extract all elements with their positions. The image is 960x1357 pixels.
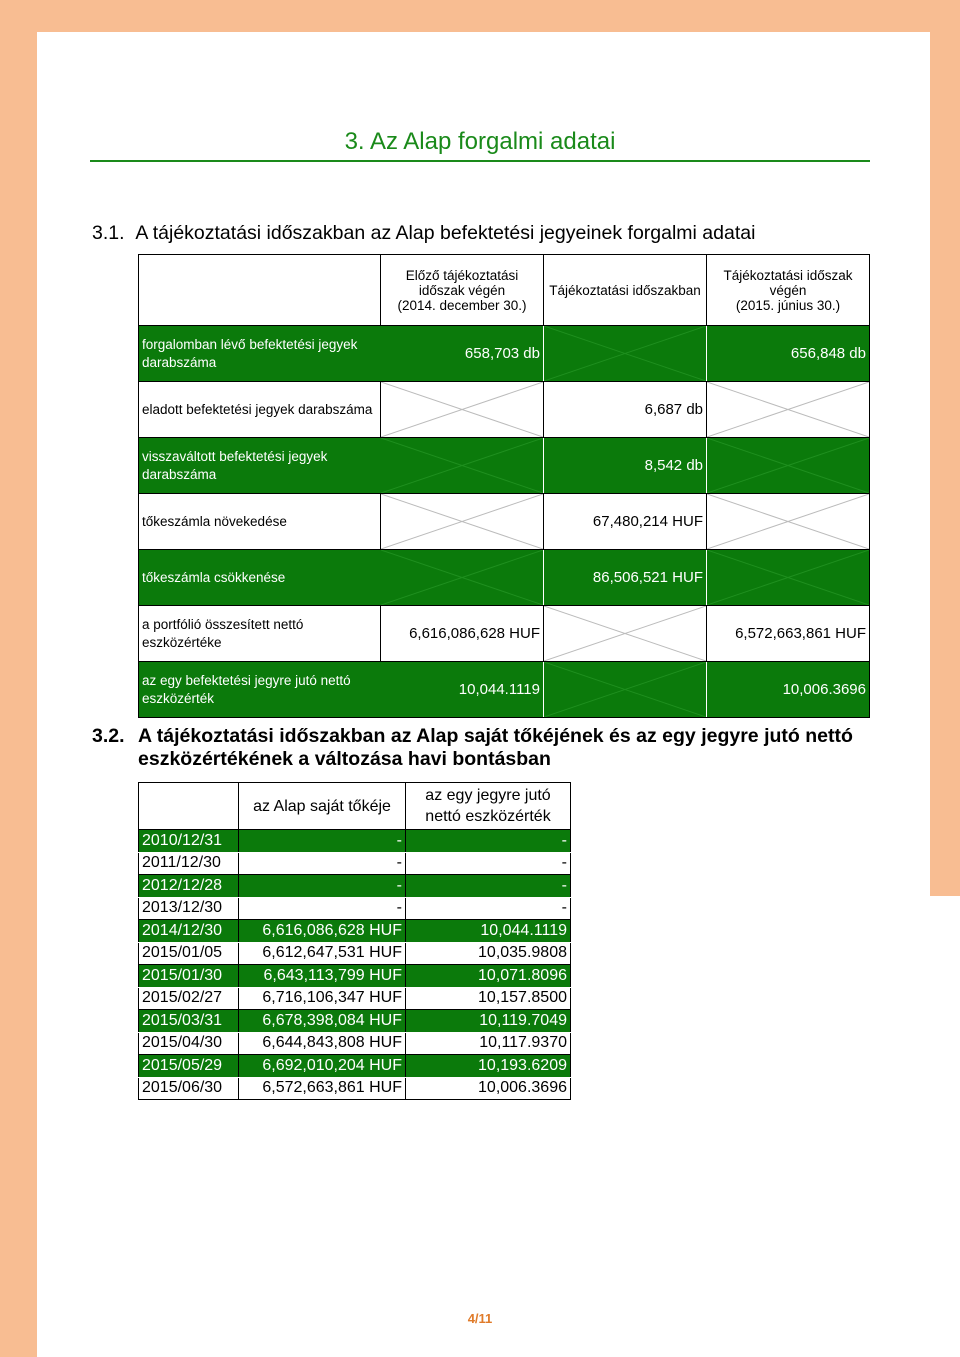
- page-number: 4/11: [467, 1311, 493, 1326]
- row-value-end: 656,848 db: [790, 345, 866, 362]
- row-value-end: 6,572,663,861 HUF: [735, 625, 866, 642]
- table-row: [139, 549, 869, 605]
- row-capital: 6,616,086,628 HUF: [239, 920, 406, 943]
- row-label: visszaváltott befektetési jegyek darabszáma: [142, 448, 328, 482]
- table-row: [139, 1010, 571, 1033]
- page-border-strip: [930, 32, 960, 896]
- header-previous-line3: (2014. december 30.): [397, 297, 527, 313]
- row-nav: 10,044.1119: [406, 920, 571, 943]
- table-row: [139, 437, 869, 493]
- monthly-capital-table: [138, 782, 571, 1100]
- row-nav: -: [406, 830, 571, 853]
- row-date: 2015/03/31: [139, 1010, 239, 1033]
- header-previous-line1: Előző tájékoztatási: [405, 267, 519, 283]
- row-value-previous: 658,703 db: [381, 326, 544, 381]
- row-nav: 10,071.8096: [406, 965, 571, 988]
- row-capital: -: [239, 830, 406, 853]
- header-nav-line2: nettó eszközérték: [425, 808, 551, 825]
- row-date: 2015/05/29: [139, 1055, 239, 1078]
- crossed-out-cell: [707, 438, 869, 493]
- row-capital: 6,572,663,861 HUF: [239, 1077, 406, 1100]
- row-date: 2012/12/28: [139, 875, 239, 898]
- row-label: forgalomban lévő befektetési jegyek darabszáma: [142, 336, 358, 370]
- subsection-2-title-line1: A tájékoztatási időszakban az Alap saját tőkéjének és az egy jegyre jutó nettó: [138, 725, 853, 747]
- row-nav: 10,119.7049: [406, 1010, 571, 1033]
- row-date: 2015/01/30: [139, 965, 239, 988]
- header-end-line3: (2015. június 30.): [735, 297, 841, 313]
- row-label: tőkeszámla csökkenése: [142, 569, 286, 585]
- row-capital: 6,644,843,808 HUF: [239, 1032, 406, 1055]
- row-label: a portfólió összesített nettó eszközértéke: [139, 606, 381, 661]
- table-row: [139, 830, 571, 853]
- header-period-end: [707, 255, 869, 325]
- row-nav: -: [406, 897, 571, 920]
- table-row: [139, 1032, 571, 1055]
- row-value-period: 8,542 db: [544, 438, 707, 493]
- header-current-period: [544, 255, 707, 325]
- table-row: [139, 942, 571, 965]
- row-value-previous: 10,044.1119: [381, 662, 544, 717]
- table-row: [139, 920, 571, 943]
- header-end-line2: végén: [769, 282, 807, 298]
- header-previous-period: [381, 255, 544, 325]
- subsection-2-title-line2: eszközértékének a változása havi bontásban: [138, 748, 551, 770]
- row-date: 2011/12/30: [139, 852, 239, 875]
- crossed-out-cell: [381, 438, 544, 493]
- row-capital: 6,612,647,531 HUF: [239, 942, 406, 965]
- monthly-table-header: [139, 783, 571, 830]
- row-capital: 6,643,113,799 HUF: [239, 965, 406, 988]
- crossed-out-cell: [707, 550, 869, 605]
- row-date: 2010/12/31: [139, 830, 239, 853]
- row-label: tőkeszámla növekedése: [139, 494, 381, 549]
- header-nav-line1: az egy jegyre jutó: [425, 787, 551, 804]
- crossed-out-cell: [707, 494, 869, 549]
- row-capital: 6,716,106,347 HUF: [239, 987, 406, 1010]
- table-row: [139, 965, 571, 988]
- header-current-label: Tájékoztatási időszakban: [549, 282, 701, 298]
- table-row: [139, 852, 571, 875]
- table-row: [139, 325, 869, 381]
- header-nav: [406, 783, 571, 830]
- row-nav: 10,157.8500: [406, 987, 571, 1010]
- row-nav: -: [406, 852, 571, 875]
- header-empty-cell: [139, 783, 239, 830]
- subsection-1-number: 3.1.: [92, 222, 125, 244]
- crossed-out-cell: [381, 382, 544, 437]
- crossed-out-cell: [381, 550, 544, 605]
- crossed-out-cell: [544, 606, 707, 661]
- table-row: [139, 1077, 571, 1100]
- table-row: [139, 661, 869, 717]
- row-date: 2015/01/05: [139, 942, 239, 965]
- row-capital: -: [239, 897, 406, 920]
- row-nav: 10,193.6209: [406, 1055, 571, 1078]
- row-value-period: 67,480,214 HUF: [544, 494, 707, 549]
- subsection-2-heading: [92, 725, 882, 771]
- subsection-1-heading: [92, 222, 755, 245]
- subsection-1-title: A tájékoztatási időszakban az Alap befektetési jegyeinek forgalmi adatai: [135, 222, 756, 244]
- row-date: 2015/02/27: [139, 987, 239, 1010]
- crossed-out-cell: [707, 382, 869, 437]
- row-date: 2015/06/30: [139, 1077, 239, 1100]
- header-empty-cell: [139, 255, 381, 325]
- row-capital: -: [239, 852, 406, 875]
- table-row: [139, 1055, 571, 1078]
- row-nav: 10,006.3696: [406, 1077, 571, 1100]
- turnover-table: [138, 254, 870, 718]
- table-row: [139, 987, 571, 1010]
- table-row: [139, 381, 869, 437]
- row-value-end: 10,006.3696: [782, 681, 866, 698]
- row-label: az egy befektetési jegyre jutó nettó eszközérték: [142, 672, 351, 706]
- page-border-strip-lower: [930, 896, 960, 1357]
- header-previous-line2: időszak végén: [418, 282, 506, 298]
- row-nav: 10,035.9808: [406, 942, 571, 965]
- header-capital: az Alap saját tőkéje: [239, 783, 406, 830]
- table-row: [139, 493, 869, 549]
- row-capital: -: [239, 875, 406, 898]
- row-nav: 10,117.9370: [406, 1032, 571, 1055]
- table-row: [139, 605, 869, 661]
- table-row: [139, 897, 571, 920]
- crossed-out-cell: [544, 662, 707, 717]
- row-label: eladott befektetési jegyek darabszáma: [139, 382, 381, 437]
- table-row: [139, 875, 571, 898]
- row-value-period: 86,506,521 HUF: [544, 550, 707, 605]
- row-value-period: 6,687 db: [544, 382, 707, 437]
- subsection-2-number: 3.2.: [92, 725, 125, 747]
- row-capital: 6,692,010,204 HUF: [239, 1055, 406, 1078]
- crossed-out-cell: [381, 494, 544, 549]
- section-title: 3. Az Alap forgalmi adatai: [90, 128, 870, 162]
- header-end-line1: Tájékoztatási időszak: [723, 267, 853, 283]
- row-value-previous: 6,616,086,628 HUF: [381, 606, 544, 661]
- row-date: 2014/12/30: [139, 920, 239, 943]
- row-nav: -: [406, 875, 571, 898]
- row-date: 2013/12/30: [139, 897, 239, 920]
- crossed-out-cell: [544, 326, 707, 381]
- turnover-table-header: [139, 255, 869, 325]
- row-date: 2015/04/30: [139, 1032, 239, 1055]
- row-capital: 6,678,398,084 HUF: [239, 1010, 406, 1033]
